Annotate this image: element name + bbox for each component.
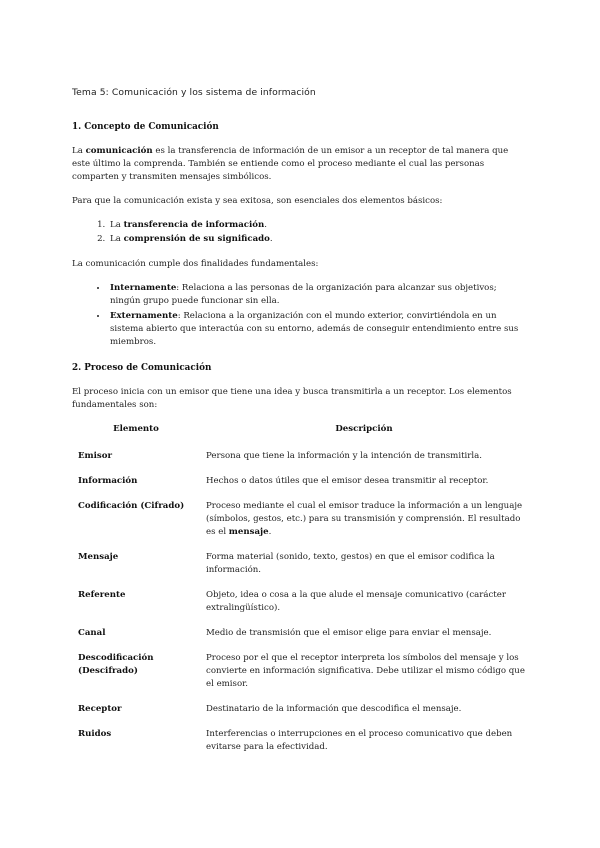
element-description: Interferencias o interrupciones en el proceso comunicativo que deben evitarse para la efectividad. [206,729,513,752]
purposes-list [72,282,528,349]
element-term: Emisor [78,451,113,461]
bullet-term: Internamente [110,283,177,293]
element-description: Medio de transmisión que el emisor elige para enviar el mensaje. [206,628,492,638]
table-row [72,583,528,621]
list-item [108,282,528,308]
column-header-description: Descripción [335,424,393,434]
section-1-heading: 1. Concepto de Comunicación [72,122,219,132]
bullet-text: : Relaciona a la organización con el mundo exterior, convirtiéndola en un sistema abierto que interactúa con su entorno, además de conseguir entendimiento entre sus miembros. [110,311,519,347]
element-term: Mensaje [78,552,119,562]
element-term: Ruidos [78,729,112,739]
element-description: Objeto, idea o cosa a la que alude el mensaje comunicativo (carácter extralingüístico). [206,590,506,613]
element-term: Codificación (Cifrado) [78,501,185,511]
table-row [72,545,528,583]
bullet-term: Externamente [110,311,178,321]
table-row [72,722,528,760]
purposes-intro: La comunicación cumple dos finalidades fundamentales: [72,259,319,269]
list-item-pre: La [110,234,124,244]
basic-elements-list [72,219,528,246]
list-item-bold: comprensión de su significado [123,234,270,244]
table-header-row [72,423,528,444]
element-description [200,494,528,545]
elements-intro: Para que la comunicación exista y sea exitosa, son esenciales dos elementos básicos: [72,196,443,206]
list-item-post: . [269,234,273,244]
element-description: Hechos o datos útiles que el emisor desea transmitir al receptor. [206,476,489,486]
description-text: Proceso mediante el cual el emisor traduce la información a un lenguaje (símbolos, gestos, etc.) para su transmisión y comprensión. El resultado es el [206,501,523,537]
list-item-bold: transferencia de información [123,220,265,230]
element-description: Proceso por el que el receptor interpreta los símbolos del mensaje y los convierte en información significativa. Debe utilizar el mismo código que el emisor. [206,653,525,689]
element-description: Forma material (sonido, texto, gestos) en que el emisor codifica la información. [206,552,495,575]
table-row [72,621,528,646]
document-title: Tema 5: Comunicación y los sistema de información [72,87,316,98]
element-description: Persona que tiene la información y la intención de transmitirla. [206,451,482,461]
elements-table [72,423,528,760]
list-item [108,233,528,246]
table-row [72,494,528,545]
definition-text: es la transferencia de información de un emisor a un receptor de tal manera que este último la comprenda. También se entiende como el proceso mediante el cual las personas comparten y transmiten mensajes simbólicos. [72,146,509,182]
list-item [108,310,528,349]
process-intro: El proceso inicia con un emisor que tiene una idea y busca transmitirla a un receptor. Los elementos fundamentales son: [72,387,512,410]
definition-term: comunicación [85,146,153,156]
column-header-element: Elemento [113,424,159,434]
table-row [72,646,528,697]
list-item-pre: La [110,220,124,230]
element-term: Canal [78,628,106,638]
definition-paragraph [72,145,528,184]
element-term: Referente [78,590,126,600]
table-row [72,697,528,722]
element-term: Información [78,476,138,486]
section-2-heading: 2. Proceso de Comunicación [72,363,212,373]
list-item [108,219,528,232]
bullet-text: : Relaciona a las personas de la organización para alcanzar sus objetivos; ningún grupo puede funcionar sin ella. [110,283,497,306]
description-post: . [268,527,272,537]
list-item-post: . [264,220,267,230]
table-row [72,469,528,494]
element-term: Receptor [78,704,122,714]
description-bold: mensaje [228,527,269,537]
definition-pre: La [72,146,86,156]
table-row [72,444,528,469]
element-description: Destinatario de la información que descodifica el mensaje. [206,704,462,714]
element-term: Descodificación (Descifrado) [78,653,154,676]
